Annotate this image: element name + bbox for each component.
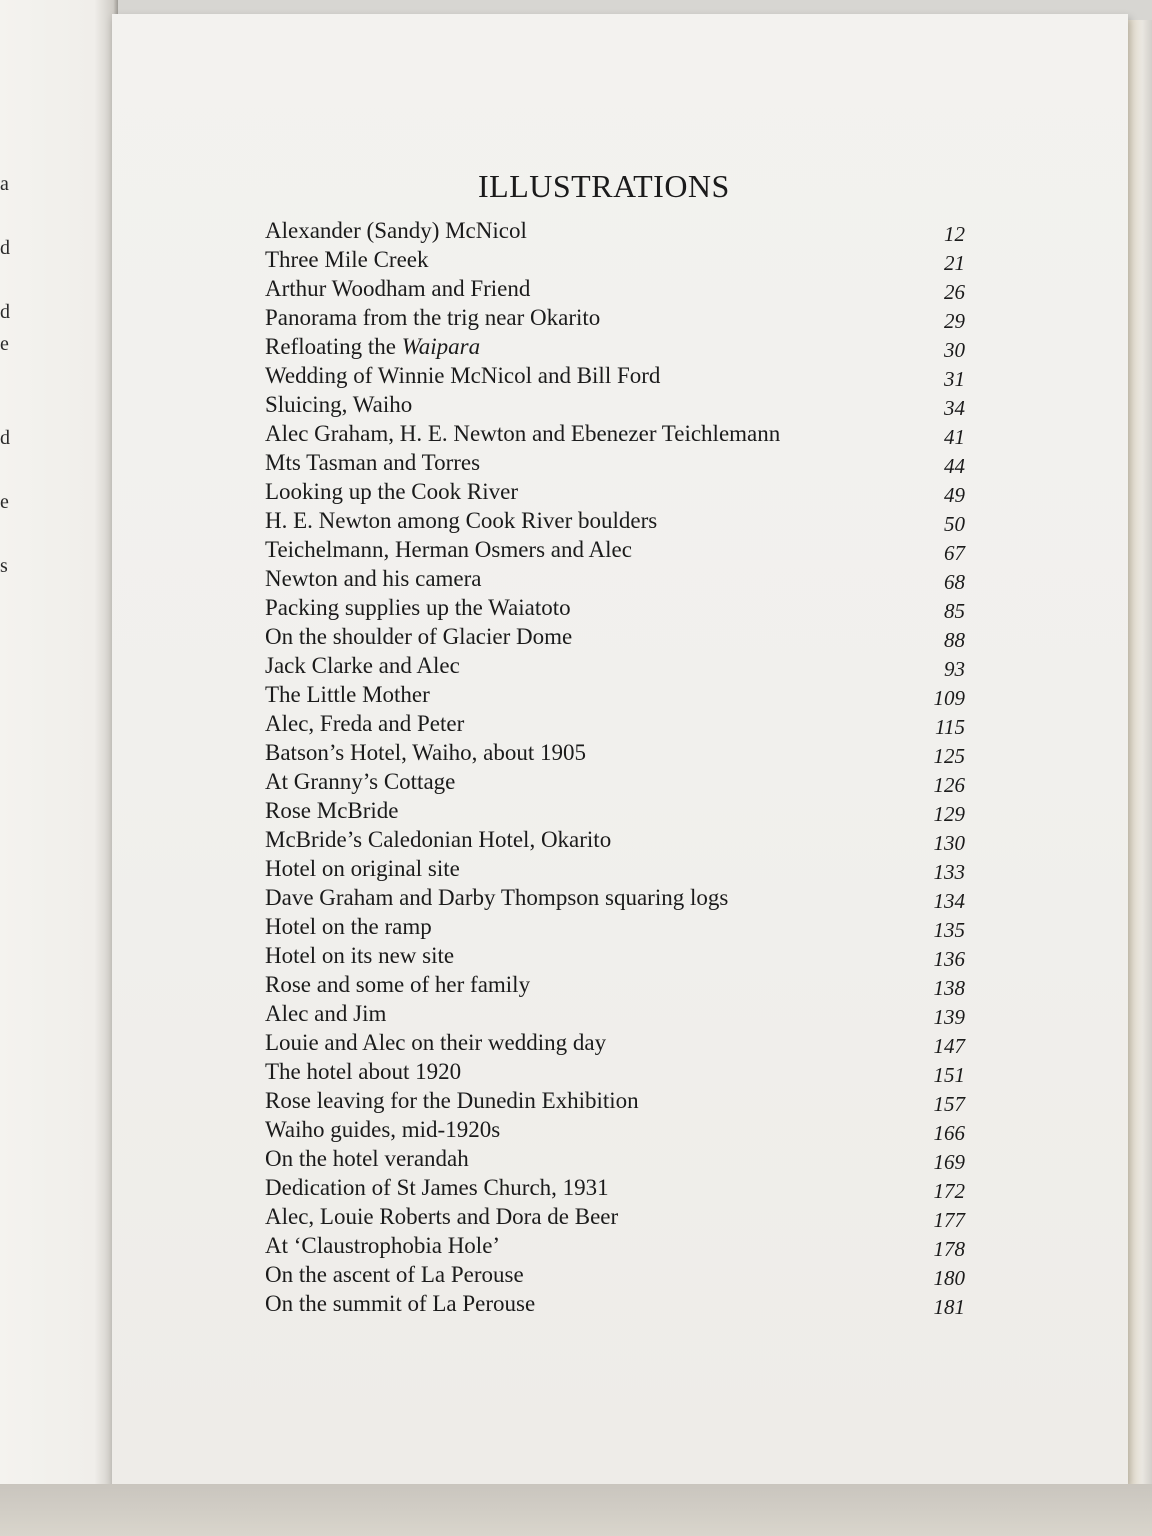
illustration-caption [265, 419, 780, 448]
page-number: 126 [933, 773, 965, 797]
caption-text: Rose leaving for the Dunedin Exhibition [265, 1088, 639, 1113]
illustration-entry [265, 1231, 965, 1260]
illustration-caption [265, 506, 657, 535]
illustration-caption [265, 1231, 500, 1260]
illustration-caption [265, 303, 600, 332]
caption-text: Jack Clarke and Alec [265, 653, 460, 678]
illustration-entry [265, 564, 965, 593]
facing-page-letter: d [0, 237, 10, 259]
page-number: 151 [933, 1063, 965, 1087]
caption-text: On the ascent of La Perouse [265, 1262, 524, 1287]
page-number: 31 [944, 367, 965, 391]
facing-page [0, 0, 118, 1536]
illustration-entry [265, 419, 965, 448]
illustration-caption [265, 1202, 618, 1231]
caption-text: Alec Graham, H. E. Newton and Ebenezer Teichlemann [265, 421, 781, 446]
page-number: 157 [933, 1092, 965, 1116]
illustration-caption [265, 854, 460, 883]
page-number: 139 [933, 1005, 965, 1029]
illustration-caption [265, 332, 480, 361]
page-number: 68 [944, 570, 965, 594]
illustration-entry [265, 1028, 965, 1057]
illustration-caption [265, 593, 571, 622]
caption-text: H. E. Newton among Cook River boulders [265, 508, 658, 533]
caption-text: Mts Tasman and Torres [265, 450, 481, 475]
page-number: 67 [944, 541, 965, 565]
illustration-caption [265, 796, 399, 825]
caption-text: Louie and Alec on their wedding day [265, 1030, 607, 1055]
caption-text: Batson’s Hotel, Waiho, about 1905 [265, 740, 586, 765]
illustration-caption [265, 709, 464, 738]
caption-text: Rose and some of her family [265, 972, 531, 997]
illustration-caption [265, 245, 428, 274]
page-number: 26 [944, 280, 965, 304]
illustration-entry [265, 1115, 965, 1144]
page-number: 21 [944, 251, 965, 275]
page-number: 41 [944, 425, 965, 449]
page-number: 147 [933, 1034, 965, 1058]
page-number: 44 [944, 454, 965, 478]
page-number: 133 [933, 860, 965, 884]
illustration-entry [265, 970, 965, 999]
page-title: ILLUSTRATIONS [478, 168, 730, 204]
illustration-entry [265, 941, 965, 970]
page-number: 109 [933, 686, 965, 710]
page-number: 29 [944, 309, 965, 333]
illustration-caption [265, 477, 518, 506]
table-surface [0, 1484, 1152, 1536]
illustration-entry [265, 303, 965, 332]
illustration-caption [265, 680, 430, 709]
caption-text: Hotel on the ramp [265, 914, 432, 939]
illustration-entry [265, 680, 965, 709]
illustration-entry [265, 361, 965, 390]
illustration-entry [265, 506, 965, 535]
illustration-entry [265, 1260, 965, 1289]
page-number: 169 [933, 1150, 965, 1174]
caption-text: Alexander (Sandy) McNicol [265, 218, 527, 243]
page-number: 49 [944, 483, 965, 507]
illustration-caption [265, 1144, 469, 1173]
caption-text: On the hotel verandah [265, 1146, 469, 1171]
facing-page-letter: s [0, 555, 8, 577]
caption-text: Wedding of Winnie McNicol and Bill Ford [265, 363, 661, 388]
caption-text: On the summit of La Perouse [265, 1291, 536, 1316]
illustration-caption [265, 825, 611, 854]
illustration-caption [265, 564, 482, 593]
caption-text: On the shoulder of Glacier Dome [265, 624, 573, 649]
page-number: 135 [933, 918, 965, 942]
page-number: 134 [933, 889, 965, 913]
illustration-entry [265, 912, 965, 941]
illustration-caption [265, 390, 412, 419]
illustration-entry [265, 1202, 965, 1231]
page-edge [1128, 20, 1152, 1490]
illustration-caption [265, 941, 454, 970]
caption-text: Packing supplies up the Waiatoto [265, 595, 571, 620]
illustration-entry [265, 390, 965, 419]
illustration-entry [265, 477, 965, 506]
illustration-entry [265, 854, 965, 883]
illustration-caption [265, 1173, 609, 1202]
page-number: 34 [944, 396, 965, 420]
illustration-entry [265, 535, 965, 564]
facing-page-letter: d [0, 427, 10, 449]
caption-text: McBride’s Caledonian Hotel, Okarito [265, 827, 612, 852]
caption-text: Hotel on its new site [265, 943, 455, 968]
page-number: 115 [935, 715, 965, 739]
caption-text: Panorama from the trig near Okarito [265, 305, 601, 330]
caption-text: Three Mile Creek [265, 247, 429, 272]
illustration-caption [265, 535, 632, 564]
caption-text: Alec, Louie Roberts and Dora de Beer [265, 1204, 619, 1229]
caption-text: Alec and Jim [265, 1001, 387, 1026]
caption-text: Teichelmann, Herman Osmers and Alec [265, 537, 632, 562]
illustration-caption [265, 1115, 500, 1144]
illustration-entry [265, 448, 965, 477]
illustration-entry [265, 332, 965, 361]
illustration-entry [265, 738, 965, 767]
illustration-entry [265, 1086, 965, 1115]
illustration-caption [265, 1086, 639, 1115]
caption-text: Hotel on original site [265, 856, 460, 881]
illustration-entry [265, 216, 965, 245]
caption-text: Looking up the Cook River [265, 479, 518, 504]
page-number: 12 [944, 222, 965, 246]
page-number: 85 [944, 599, 965, 623]
page-number: 178 [933, 1237, 965, 1261]
illustration-caption [265, 912, 432, 941]
illustration-caption [265, 274, 530, 303]
illustration-caption [265, 1028, 606, 1057]
page-number: 138 [933, 976, 965, 1000]
illustration-entry [265, 825, 965, 854]
caption-text: Rose McBride [265, 798, 399, 823]
illustration-caption [265, 1260, 524, 1289]
illustration-caption [265, 651, 460, 680]
illustration-caption [265, 1057, 461, 1086]
caption-text: Dedication of St James Church, 1931 [265, 1175, 609, 1200]
caption-text: Dave Graham and Darby Thompson squaring logs [265, 885, 729, 910]
facing-page-letter: e [0, 491, 9, 513]
page-number: 93 [944, 657, 965, 681]
page-number: 30 [944, 338, 965, 362]
illustration-entry [265, 622, 965, 651]
illustration-caption [265, 970, 530, 999]
caption-text: Sluicing, Waiho [265, 392, 413, 417]
page-number: 180 [933, 1266, 965, 1290]
illustration-entry [265, 1144, 965, 1173]
illustration-caption [265, 448, 480, 477]
illustration-entry [265, 709, 965, 738]
caption-text: The Little Mother [265, 682, 430, 707]
page-number: 172 [933, 1179, 965, 1203]
page-number: 181 [933, 1295, 965, 1319]
illustrations-list [265, 216, 965, 1318]
illustration-entry [265, 274, 965, 303]
caption-text: At Granny’s Cottage [265, 769, 456, 794]
illustration-caption [265, 883, 728, 912]
page-number: 50 [944, 512, 965, 536]
caption-text: Refloating the [265, 334, 402, 359]
page-number: 129 [933, 802, 965, 826]
facing-page-letter: e [0, 333, 9, 355]
illustration-entry [265, 593, 965, 622]
facing-page-text [0, 0, 20, 1536]
caption-text: Newton and his camera [265, 566, 482, 591]
illustration-caption [265, 622, 572, 651]
facing-page-letter: a [0, 173, 9, 195]
illustration-entry [265, 796, 965, 825]
illustration-caption [265, 767, 455, 796]
illustration-caption [265, 1289, 535, 1318]
page-number: 166 [933, 1121, 965, 1145]
facing-page-letter: d [0, 301, 10, 323]
page-number: 130 [933, 831, 965, 855]
illustration-entry [265, 999, 965, 1028]
caption-text: Waiho guides, mid-1920s [265, 1117, 501, 1142]
illustration-entry [265, 1057, 965, 1086]
illustration-entry [265, 1173, 965, 1202]
page-number: 136 [933, 947, 965, 971]
caption-text: At ‘Claustrophobia Hole’ [265, 1233, 501, 1258]
illustration-caption [265, 216, 527, 245]
caption-italic-text: Waipara [401, 334, 481, 359]
caption-text: Alec, Freda and Peter [265, 711, 465, 736]
illustration-entry [265, 1289, 965, 1318]
caption-text: Arthur Woodham and Friend [265, 276, 531, 301]
caption-text: The hotel about 1920 [265, 1059, 462, 1084]
page-number: 177 [933, 1208, 965, 1232]
page-number: 125 [933, 744, 965, 768]
illustration-caption [265, 999, 386, 1028]
illustration-entry [265, 651, 965, 680]
illustration-entry [265, 883, 965, 912]
page-number: 88 [944, 628, 965, 652]
illustration-entry [265, 245, 965, 274]
illustration-caption [265, 738, 586, 767]
illustration-caption [265, 361, 660, 390]
illustration-entry [265, 767, 965, 796]
